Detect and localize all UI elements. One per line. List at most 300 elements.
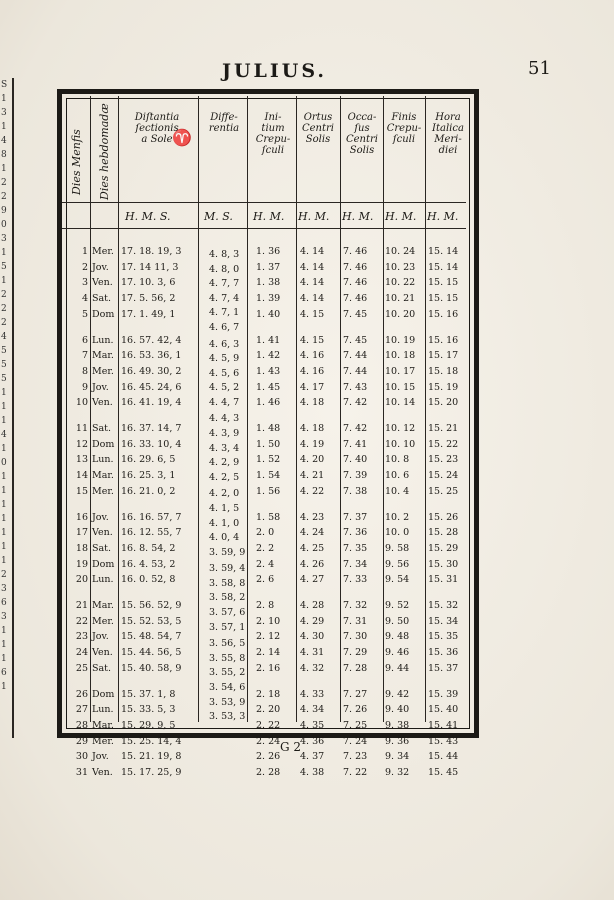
header-differentia bbox=[203, 112, 245, 134]
header-distantia-line: ſectionis bbox=[135, 123, 179, 134]
hora-value: 15. 31 bbox=[428, 574, 459, 586]
weekday: Mer. bbox=[92, 735, 114, 747]
ortus-value: 4. 14 bbox=[300, 261, 325, 273]
distantia-value: 16. 33. 10, 4 bbox=[121, 438, 182, 450]
differentia-value: 4. 1, 5 bbox=[209, 502, 240, 514]
occasus-value: 7. 34 bbox=[343, 558, 368, 570]
adjacent-page-char: S bbox=[1, 80, 8, 90]
weekday: Mer. bbox=[92, 615, 114, 627]
hora-value: 15. 28 bbox=[428, 527, 459, 539]
table-row bbox=[0, 574, 614, 586]
finis-value: 10. 24 bbox=[385, 246, 416, 257]
initium-value: 2. 18 bbox=[256, 688, 281, 700]
occasus-value: 7. 43 bbox=[343, 381, 368, 393]
hora-value: 15. 45 bbox=[428, 767, 459, 778]
ortus-value: 4. 32 bbox=[300, 662, 325, 674]
day-number: 4 bbox=[81, 293, 88, 305]
finis-value: 10. 4 bbox=[385, 485, 410, 497]
distantia-value: 15. 33. 5, 3 bbox=[121, 704, 176, 716]
finis-value: 10. 12 bbox=[385, 423, 416, 434]
ortus-value: 4. 14 bbox=[300, 277, 325, 289]
header-finis-line: ſculi bbox=[392, 134, 416, 145]
adjacent-page-char: 1 bbox=[1, 122, 7, 132]
finis-value: 9. 56 bbox=[385, 558, 410, 570]
initium-value: 1. 50 bbox=[256, 438, 281, 450]
initium-value: 2. 14 bbox=[256, 647, 281, 659]
ortus-value: 4. 21 bbox=[300, 470, 325, 482]
header-hora-line: diei bbox=[438, 145, 458, 156]
table-row bbox=[0, 423, 614, 435]
units-differentia: M. S. bbox=[204, 210, 233, 223]
finis-value: 9. 32 bbox=[385, 767, 410, 778]
header-hora-line: Meri- bbox=[434, 134, 462, 145]
distantia-value: 16. 8. 54, 2 bbox=[121, 542, 176, 554]
occasus-value: 7. 45 bbox=[343, 334, 368, 346]
header-hora bbox=[427, 112, 469, 156]
hora-value: 15. 14 bbox=[428, 246, 459, 257]
adjacent-page-char: 1 bbox=[1, 626, 7, 636]
weekday: Ven. bbox=[92, 767, 113, 778]
initium-value: 1. 48 bbox=[256, 423, 281, 434]
weekday: Dom bbox=[92, 688, 115, 700]
aries-symbol: ♈ bbox=[172, 128, 192, 147]
adjacent-page-char: 2 bbox=[1, 304, 7, 314]
weekday: Sat. bbox=[92, 542, 112, 554]
hora-value: 15. 23 bbox=[428, 454, 459, 466]
distantia-value: 16. 0. 52, 8 bbox=[121, 574, 176, 586]
finis-value: 10. 2 bbox=[385, 511, 410, 523]
differentia-value: 3. 57, 6 bbox=[209, 607, 246, 619]
adjacent-page-char: 3 bbox=[1, 612, 7, 622]
page-number: 51 bbox=[528, 58, 551, 79]
weekday: Mer. bbox=[92, 365, 114, 377]
ortus-value: 4. 14 bbox=[300, 293, 325, 305]
day-number: 9 bbox=[81, 381, 88, 393]
differentia-value: 3. 53, 3 bbox=[209, 711, 246, 723]
adjacent-page-char: 1 bbox=[1, 416, 7, 426]
initium-value: 1. 38 bbox=[256, 277, 281, 289]
running-title: JULIUS. bbox=[222, 60, 328, 82]
differentia-value: 4. 1, 0 bbox=[209, 517, 240, 529]
weekday: Sat. bbox=[92, 662, 112, 674]
differentia-value: 4. 8, 3 bbox=[209, 249, 240, 260]
occasus-value: 7. 27 bbox=[343, 688, 368, 700]
ortus-value: 4. 15 bbox=[300, 308, 325, 320]
finis-value: 9. 52 bbox=[385, 600, 410, 611]
units-distantia: H. M. S. bbox=[125, 210, 171, 223]
table-row bbox=[0, 527, 614, 539]
differentia-value: 3. 53, 9 bbox=[209, 696, 246, 708]
weekday: Dom bbox=[92, 308, 115, 320]
distantia-value: 16. 49. 30, 2 bbox=[121, 365, 182, 377]
adjacent-page-char: 4 bbox=[1, 332, 7, 342]
differentia-value: 3. 58, 8 bbox=[209, 577, 246, 589]
ortus-value: 4. 15 bbox=[300, 334, 325, 346]
ortus-value: 4. 23 bbox=[300, 511, 325, 523]
adjacent-page-char: 6 bbox=[1, 598, 7, 608]
table-row bbox=[0, 689, 614, 701]
ortus-value: 4. 33 bbox=[300, 688, 325, 700]
header-finis bbox=[385, 112, 423, 145]
occasus-value: 7. 36 bbox=[343, 527, 368, 539]
header-initium-line: ſculi bbox=[261, 145, 285, 156]
weekday: Mar. bbox=[92, 600, 114, 611]
day-number: 3 bbox=[81, 277, 88, 289]
header-rule bbox=[62, 228, 466, 229]
table-row bbox=[0, 600, 614, 612]
initium-value: 2. 4 bbox=[256, 558, 275, 570]
header-initium bbox=[252, 112, 294, 156]
day-number: 23 bbox=[75, 631, 88, 643]
header-occasus-line: Occa- bbox=[347, 112, 377, 123]
adjacent-page-char: 6 bbox=[1, 668, 7, 678]
header-finis-line: Crepu- bbox=[386, 123, 422, 134]
differentia-value: 4. 3, 9 bbox=[209, 428, 240, 439]
initium-value: 1. 37 bbox=[256, 261, 281, 273]
occasus-value: 7. 35 bbox=[343, 542, 368, 554]
day-number: 16 bbox=[75, 511, 88, 523]
occasus-value: 7. 46 bbox=[343, 277, 368, 289]
adjacent-page-char: 4 bbox=[1, 430, 7, 440]
table-row bbox=[0, 439, 614, 451]
finis-value: 10. 10 bbox=[385, 438, 416, 450]
weekday: Mar. bbox=[92, 350, 114, 362]
table-row bbox=[0, 335, 614, 347]
adjacent-page-char: 9 bbox=[1, 206, 7, 216]
adjacent-page-char: 1 bbox=[1, 444, 7, 454]
units-hora: H. M. bbox=[427, 210, 459, 223]
ortus-value: 4. 18 bbox=[300, 397, 325, 409]
ortus-value: 4. 25 bbox=[300, 542, 325, 554]
table-row bbox=[0, 470, 614, 482]
header-occasus bbox=[342, 112, 382, 156]
occasus-value: 7. 25 bbox=[343, 719, 368, 731]
occasus-value: 7. 22 bbox=[343, 767, 368, 778]
hora-value: 15. 19 bbox=[428, 381, 459, 393]
day-number: 22 bbox=[75, 615, 88, 627]
initium-value: 2. 10 bbox=[256, 615, 281, 627]
weekday: Lun. bbox=[92, 334, 114, 346]
hora-value: 15. 22 bbox=[428, 438, 459, 450]
ortus-value: 4. 16 bbox=[300, 365, 325, 377]
hora-value: 15. 35 bbox=[428, 631, 459, 643]
occasus-value: 7. 44 bbox=[343, 350, 368, 362]
initium-value: 1. 52 bbox=[256, 454, 281, 466]
ortus-value: 4. 20 bbox=[300, 454, 325, 466]
finis-value: 10. 21 bbox=[385, 293, 416, 305]
hora-value: 15. 30 bbox=[428, 558, 459, 570]
day-number: 24 bbox=[75, 647, 88, 659]
table-row bbox=[0, 293, 614, 305]
distantia-value: 16. 37. 14, 7 bbox=[121, 423, 182, 434]
adjacent-page-char: 4 bbox=[1, 136, 7, 146]
adjacent-page-char: 3 bbox=[1, 584, 7, 594]
adjacent-page-char: 1 bbox=[1, 248, 7, 258]
finis-value: 10. 22 bbox=[385, 277, 416, 289]
adjacent-page-char: 2 bbox=[1, 178, 7, 188]
table-row bbox=[0, 751, 614, 763]
header-dies-hebdomadae: Dies hebdomadæ bbox=[98, 103, 111, 200]
ortus-value: 4. 22 bbox=[300, 485, 325, 497]
adjacent-page-char: 1 bbox=[1, 276, 7, 286]
weekday: Jov. bbox=[92, 511, 109, 523]
day-number: 6 bbox=[81, 334, 88, 346]
differentia-value: 3. 54, 6 bbox=[209, 681, 246, 693]
header-hora-line: Italica bbox=[432, 123, 464, 134]
table-row bbox=[0, 543, 614, 555]
weekday: Lun. bbox=[92, 574, 114, 586]
hora-value: 15. 44 bbox=[428, 751, 459, 763]
weekday: Dom bbox=[92, 558, 115, 570]
distantia-value: 17. 18. 19, 3 bbox=[121, 246, 182, 257]
day-number: 20 bbox=[75, 574, 88, 586]
hora-value: 15. 14 bbox=[428, 261, 459, 273]
ortus-value: 4. 26 bbox=[300, 558, 325, 570]
initium-value: 1. 43 bbox=[256, 365, 281, 377]
header-differentia-line: rentia bbox=[208, 123, 240, 134]
differentia-value: 3. 59, 4 bbox=[209, 563, 246, 575]
distantia-value: 17. 14 11, 3 bbox=[121, 261, 179, 273]
distantia-value: 16. 29. 6, 5 bbox=[121, 454, 176, 466]
day-number: 30 bbox=[75, 751, 88, 763]
hora-value: 15. 26 bbox=[428, 511, 459, 523]
finis-value: 10. 23 bbox=[385, 261, 416, 273]
finis-value: 10. 17 bbox=[385, 365, 416, 377]
finis-value: 9. 50 bbox=[385, 615, 410, 627]
hora-value: 15. 39 bbox=[428, 688, 459, 700]
day-number: 10 bbox=[75, 397, 88, 409]
table-row bbox=[0, 559, 614, 571]
header-distantia bbox=[122, 112, 192, 145]
finis-value: 9. 44 bbox=[385, 662, 410, 674]
adjacent-page-char: 3 bbox=[1, 108, 7, 118]
weekday: Lun. bbox=[92, 704, 114, 716]
hora-value: 15. 20 bbox=[428, 397, 459, 409]
day-number: 1 bbox=[81, 246, 88, 257]
adjacent-page-char: 5 bbox=[1, 360, 7, 370]
hora-value: 15. 16 bbox=[428, 308, 459, 320]
day-number: 18 bbox=[75, 542, 88, 554]
finis-value: 9. 58 bbox=[385, 542, 410, 554]
adjacent-page-char: 1 bbox=[1, 640, 7, 650]
initium-value: 1. 40 bbox=[256, 308, 281, 320]
signature-mark: G 2 bbox=[280, 740, 302, 754]
header-rule bbox=[62, 202, 466, 203]
occasus-value: 7. 29 bbox=[343, 647, 368, 659]
finis-value: 9. 40 bbox=[385, 704, 410, 716]
day-number: 29 bbox=[75, 735, 88, 747]
weekday: Ven. bbox=[92, 397, 113, 409]
ortus-value: 4. 17 bbox=[300, 381, 325, 393]
header-differentia-line: Diffe- bbox=[210, 112, 238, 123]
table-row bbox=[0, 767, 614, 779]
initium-value: 2. 12 bbox=[256, 631, 281, 643]
initium-value: 2. 16 bbox=[256, 662, 281, 674]
differentia-value: 4. 6, 7 bbox=[209, 321, 240, 333]
adjacent-page-char: 5 bbox=[1, 262, 7, 272]
differentia-value: 4. 4, 7 bbox=[209, 396, 240, 408]
hora-value: 15. 37 bbox=[428, 662, 459, 674]
units-finis: H. M. bbox=[385, 210, 417, 223]
occasus-value: 7. 30 bbox=[343, 631, 368, 643]
header-ortus-line: Ortus bbox=[303, 112, 333, 123]
differentia-value: 4. 0, 4 bbox=[209, 532, 240, 544]
ortus-value: 4. 35 bbox=[300, 719, 325, 731]
header-occasus-line: Solis bbox=[349, 145, 375, 156]
ortus-value: 4. 14 bbox=[300, 246, 325, 257]
occasus-value: 7. 46 bbox=[343, 293, 368, 305]
distantia-value: 15. 48. 54, 7 bbox=[121, 631, 182, 643]
initium-value: 1. 56 bbox=[256, 485, 281, 497]
day-number: 26 bbox=[75, 688, 88, 700]
header-initium-line: Ini- bbox=[264, 112, 282, 123]
occasus-value: 7. 46 bbox=[343, 261, 368, 273]
weekday: Jov. bbox=[92, 751, 109, 763]
table-row bbox=[0, 647, 614, 659]
table-row bbox=[0, 736, 614, 748]
weekday: Ven. bbox=[92, 527, 113, 539]
header-distantia-line: a Sole bbox=[141, 134, 173, 145]
day-number: 17 bbox=[75, 527, 88, 539]
ortus-value: 4. 18 bbox=[300, 423, 325, 434]
header-ortus bbox=[298, 112, 338, 145]
day-number: 14 bbox=[75, 470, 88, 482]
table-row bbox=[0, 277, 614, 289]
table-row bbox=[0, 512, 614, 524]
adjacent-page-char: 0 bbox=[1, 458, 7, 468]
day-number: 19 bbox=[75, 558, 88, 570]
finis-value: 10. 15 bbox=[385, 381, 416, 393]
initium-value: 1. 42 bbox=[256, 350, 281, 362]
distantia-value: 15. 37. 1, 8 bbox=[121, 688, 176, 700]
hora-value: 15. 25 bbox=[428, 485, 459, 497]
initium-value: 2. 20 bbox=[256, 704, 281, 716]
hora-value: 15. 32 bbox=[428, 600, 459, 611]
distantia-value: 16. 4. 53, 2 bbox=[121, 558, 176, 570]
finis-value: 9. 34 bbox=[385, 751, 410, 763]
day-number: 31 bbox=[75, 767, 88, 778]
occasus-value: 7. 45 bbox=[343, 308, 368, 320]
hora-value: 15. 15 bbox=[428, 277, 459, 289]
initium-value: 2. 6 bbox=[256, 574, 275, 586]
table-row bbox=[0, 486, 614, 498]
ortus-value: 4. 19 bbox=[300, 438, 325, 450]
table-row bbox=[0, 246, 614, 258]
distantia-value: 17. 1. 49, 1 bbox=[121, 308, 176, 320]
occasus-value: 7. 32 bbox=[343, 600, 368, 611]
weekday: Ven. bbox=[92, 277, 113, 289]
header-distantia-line: Diſtantia bbox=[134, 112, 180, 123]
distantia-value: 15. 17. 25, 9 bbox=[121, 767, 182, 778]
occasus-value: 7. 33 bbox=[343, 574, 368, 586]
distantia-value: 15. 52. 53, 5 bbox=[121, 615, 182, 627]
initium-value: 1. 36 bbox=[256, 246, 281, 257]
table-row bbox=[0, 704, 614, 716]
hora-value: 15. 24 bbox=[428, 470, 459, 482]
adjacent-page-char: 0 bbox=[1, 220, 7, 230]
distantia-value: 16. 53. 36, 1 bbox=[121, 350, 182, 362]
initium-value: 1. 46 bbox=[256, 397, 281, 409]
differentia-value: 4. 5, 6 bbox=[209, 367, 240, 379]
occasus-value: 7. 26 bbox=[343, 704, 368, 716]
initium-value: 2. 24 bbox=[256, 735, 281, 747]
adjacent-page-char: 2 bbox=[1, 570, 7, 580]
table-row bbox=[0, 720, 614, 732]
day-number: 7 bbox=[81, 350, 88, 362]
ortus-value: 4. 37 bbox=[300, 751, 325, 763]
occasus-value: 7. 39 bbox=[343, 470, 368, 482]
differentia-value: 4. 2, 0 bbox=[209, 488, 240, 500]
adjacent-page-char: 5 bbox=[1, 374, 7, 384]
day-number: 2 bbox=[81, 261, 88, 273]
distantia-value: 16. 45. 24, 6 bbox=[121, 381, 182, 393]
differentia-value: 3. 57, 1 bbox=[209, 621, 246, 633]
differentia-value: 4. 2, 5 bbox=[209, 471, 240, 483]
distantia-value: 15. 56. 52, 9 bbox=[121, 600, 182, 611]
table-row bbox=[0, 262, 614, 274]
day-number: 27 bbox=[75, 704, 88, 716]
adjacent-page-char: 3 bbox=[1, 234, 7, 244]
day-number: 8 bbox=[81, 365, 88, 377]
distantia-value: 15. 44. 56, 5 bbox=[121, 647, 182, 659]
differentia-value: 4. 4, 3 bbox=[209, 413, 240, 425]
initium-value: 1. 39 bbox=[256, 293, 281, 305]
finis-value: 9. 38 bbox=[385, 719, 410, 731]
differentia-value: 4. 7, 1 bbox=[209, 307, 240, 319]
ortus-value: 4. 16 bbox=[300, 350, 325, 362]
initium-value: 1. 41 bbox=[256, 334, 281, 346]
ortus-value: 4. 34 bbox=[300, 704, 325, 716]
table-row bbox=[0, 454, 614, 466]
ortus-value: 4. 31 bbox=[300, 647, 325, 659]
adjacent-page-char: 2 bbox=[1, 318, 7, 328]
hora-value: 15. 15 bbox=[428, 293, 459, 305]
hora-value: 15. 18 bbox=[428, 365, 459, 377]
ortus-value: 4. 27 bbox=[300, 574, 325, 586]
adjacent-page-char: 1 bbox=[1, 164, 7, 174]
adjacent-page-char: 1 bbox=[1, 556, 7, 566]
finis-value: 10. 19 bbox=[385, 334, 416, 346]
hora-value: 15. 29 bbox=[428, 542, 459, 554]
differentia-value: 3. 55, 8 bbox=[209, 652, 246, 664]
weekday: Mar. bbox=[92, 719, 114, 731]
ortus-value: 4. 24 bbox=[300, 527, 325, 539]
day-number: 28 bbox=[75, 719, 88, 731]
distantia-value: 16. 21. 0, 2 bbox=[121, 485, 176, 497]
table-row bbox=[0, 382, 614, 394]
finis-value: 9. 36 bbox=[385, 735, 410, 747]
weekday: Sat. bbox=[92, 293, 112, 305]
finis-value: 10. 18 bbox=[385, 350, 416, 362]
distantia-value: 15. 25. 14, 4 bbox=[121, 735, 182, 747]
adjacent-page-char: 1 bbox=[1, 486, 7, 496]
differentia-value: 4. 8, 0 bbox=[209, 263, 240, 275]
adjacent-page-char: 1 bbox=[1, 500, 7, 510]
day-number: 25 bbox=[75, 662, 88, 674]
hora-value: 15. 16 bbox=[428, 334, 459, 346]
adjacent-page-char: 8 bbox=[1, 150, 7, 160]
adjacent-page-char: 1 bbox=[1, 654, 7, 664]
day-number: 13 bbox=[75, 454, 88, 466]
distantia-value: 16. 25. 3, 1 bbox=[121, 470, 176, 482]
day-number: 12 bbox=[75, 438, 88, 450]
weekday: Sat. bbox=[92, 423, 112, 434]
differentia-value: 4. 5, 9 bbox=[209, 353, 240, 365]
hora-value: 15. 17 bbox=[428, 350, 459, 362]
header-occasus-line: Centri bbox=[345, 134, 378, 145]
units-ortus: H. M. bbox=[298, 210, 330, 223]
differentia-value: 3. 56, 5 bbox=[209, 638, 246, 650]
